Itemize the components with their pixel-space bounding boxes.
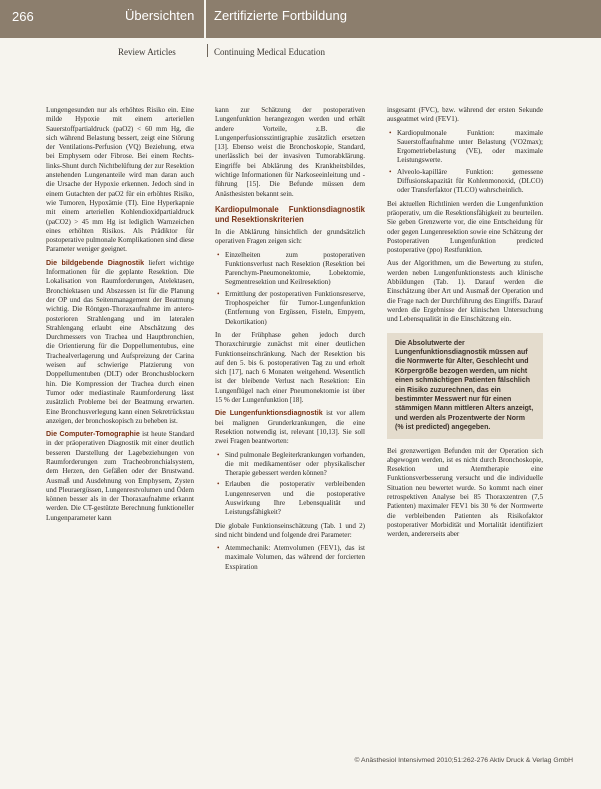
bullet-list [215, 251, 365, 327]
paragraph [215, 409, 365, 446]
paragraph-body: liefert wichtige Informationen für die geplante Resektion. Die Lokalisation von Raumforderungen, Atelektasen, Bronchiektasen und Abszessen ist für die Planung der OP und das Seitenmanagement der Beatmung wichtig. Die Röntgen-Thoraxaufnahme im antero-posterioren Strahlengang und im lateralen Strahlengang erlaubt eine Abschätzung des Durchmessers von Trachea und Hauptbronchien, die Orientierung für die Doppellumentubus, eine Trachealverlagerung und Aufspreizung der Carina weisen auf schwierige Platzierung von Doppellumentuben (DLT) oder Bronchusblockern hin. Die Kompression der Trachea durch einen Tumor oder mediastinale Raumforderung lässt zusätzlich Probleme bei der Beatmung erwarten. Eine Bronchusverlegung kann einen Sekretrückstau anzeigen, der bronchoskopisch zu beheben ist. [46, 258, 194, 425]
list-item: • Kardiopulmonale Funktion: maximale Sauerstoffaufnahme unter Belastung (VO2max); Ergometriebelastung (VE), oder maximale Leistungswerte. [397, 129, 543, 166]
paragraph: Die globale Funktionseinschätzung (Tab. 1 und 2) sind nicht bindend und folgende drei Parameter: [215, 521, 365, 539]
paragraph: In der Frühphase gehen jedoch durch Thoraxchirurgie zunächst mit einer deutlichen Funktionseinschränkung. Nach der Resektion bis auf den 5. bis 6. postoperativen Tag zu und erholt sich [17], nach 6 Monaten weitgehend. Wesentlich ist der bleibende Verlust nach Resektion: Ein Lungenflügel nach einer Pneumonektomie ist über 15 % der Lungenfunktion [18]. [215, 330, 365, 405]
paragraph [46, 430, 194, 523]
paragraph-lead: Die Computer-Tomographie [46, 430, 140, 439]
subheader-right: Continuing Medical Education [214, 47, 325, 57]
text-column-1 [46, 106, 194, 527]
section-title-right: Zertifizierte Fortbildung [214, 8, 347, 23]
paragraph: insgesamt (FVC), bzw. während der ersten Sekunde ausgeatmet wird (FEV1). [387, 106, 543, 124]
list-item: • Alveolo-kapilläre Funktion: gemessene Diffusionskapazität für Kohlenmonoxid, (DLCO) oder Transferfaktor (TLCO) wahrscheinlich. [397, 168, 543, 196]
paragraph-lead: Die bildgebende Diagnostik [46, 258, 145, 267]
paragraph: Bei aktuellen Richtlinien werden die Lungenfunktion präoperativ, um die Resektionsfähigkeit zu beurteilen. Sie geben Grenzwerte vor, die eine Entscheidung für oder gegen Lungenresektion sowie eine Schätzung der Postoperativen Lungenfunktion predicted postoperative (ppo) Restfunktion. [387, 199, 543, 255]
bullet-list [387, 129, 543, 196]
list-item: • Ermittlung der postoperativen Funktionsreserve, Trophospeicher für Tumor-Lungenfunktion (Entfernung von Ergüssen, Fisteln, Empyem, Dekortikation) [225, 290, 365, 327]
text-column-2 [215, 106, 365, 576]
page-number: 266 [12, 9, 34, 24]
subheader-divider [207, 44, 208, 57]
page-footer: © Anästhesiol Intensivmed 2010;51:262-276 Aktiv Druck & Verlag GmbH [354, 757, 573, 764]
section-title-left: Übersichten [125, 8, 195, 23]
highlight-box: Die Absolutwerte der Lungenfunktionsdiagnostik müssen auf die Normwerte für Alter, Geschlecht und Körpergröße bezogen werden, um nicht einen schmächtigen Patienten fälschlich ein Risiko zuzurechnen, das ein bestimmter Messwert nur für einen stämmigen Mann mittleren Alters anzeigt, und werden als Prozentwerte der Norm (% ist predicted) angegeben. [387, 333, 543, 439]
paragraph-lead: Die Lungenfunktionsdiagnostik [215, 409, 323, 418]
paragraph: kann zur Schätzung der postoperativen Lungenfunktion herangezogen werden und erhält andere Vorteile, z.B. die Lungenperfusionsszintigraphie zusätzlich ersetzen [13]. Ebenso weist die Bronchoskopie, Standard, unerlässlich bei der invasiven Tumorabklärung. Eingriffe bei Abklärung des Krankheitsbildes, wichtige Informationen für Narkoseeinleitung und -führung [15]. Die Befunde müssen dem Anästhesisten bekannt sein. [215, 106, 365, 198]
section-heading: Kardiopulmonale Funktionsdiagnostik und Resektionskriterien [215, 204, 365, 224]
paragraph: Lungengesunden nur als erhöhtes Risiko ein. Eine milde Hypoxie mit einem arteriellen Sauerstoffpartialdruck (paO2) < 60 mm Hg, die sich während Belastung bessert, zeigt eine Störung der Ventilations-Perfusion (VQ) Beziehung, etwa bei Emphysem oder Fibrose. Bei einem Rechts-links-Shunt durch Nichtbelüftung der zur Resektion anstehenden Lungenanteile wird man daran auch die Ursache der Hypoxie erkennen. Jedoch sind in einem Gutachten der paO2 für ein erhöhtes Risiko, wie Tumoren, Hypoxämie (TI). Eine Hyperkapnie mit einem arteriellen Kohlendioxidpartialdruck (paCO2) > 45 mm Hg ist lediglich Warnzeichen eines erhöhten Risikos. Als Prädiktor für postoperative pulmonale Komplikationen sind diese Parameter weniger geeignet. [46, 106, 194, 254]
text-column-3 [387, 106, 543, 544]
bullet-list [215, 544, 365, 572]
paragraph: In die Abklärung hinsichtlich der grundsätzlich operativen Fragen zeigen sich: [215, 227, 365, 246]
paragraph: Bei grenzwertigen Befunden mit der Operation sich abgewogen werden, ist es nicht durch Bronchoskopie, Resektion und Atemtherapie eine Funktionsverbesserung versucht und die individuelle Situation neu bewertet wurde. So kommt nach einer retrospektiven Analyse bei 85 Thoraxzentren (7,5 Patienten) maximaler FEV1 bis 30 % der Normwerte die verbleibenden Patienten als Risikofaktor postoperativer Morbidität und Mortalität identifiziert werden, andererseits aber [387, 446, 543, 539]
list-item: • Atemmechanik: Atemvolumen (FEV1), das ist maximale Volumen, das während der forcierten Exspiration [225, 544, 365, 572]
subheader-left: Review Articles [118, 47, 176, 57]
paragraph-body: ist heute Standard in der präoperativen Diagnostik mit einer deutlich besseren Darstellung der Lagebeziehungen von Raumforderungen zum Tracheobronchialsystem, dem Herzen, den Gefäßen oder der Brustwand. Ausmaß und Ausdehnung von Emphysem, Zysten und Pleuraergüssen, Lungenrestvolumen und Ödem können besser als in der Thoraxaufnahme erkannt werden. Die CT-gestützte Berechnung funktioneller Lungenparameter kann [46, 430, 194, 522]
paragraph-body: ist vor allem bei malignen Grunderkrankungen, die eine Resektion notwendig ist, relevant [10,13]. Sie soll zwei Fragen beantworten: [215, 409, 365, 446]
header-divider [204, 0, 206, 38]
list-item: • Erlauben die postoperativ verbleibenden Lungenreserven und die postoperative Auswirkung Ihre Lebensqualität und Leistungsfähigkeit? [225, 480, 365, 517]
list-item: • Einzelheiten zum postoperativen Funktionsverlust nach Resektion (Resektion bei Parenchym-Pneumonektomie, Lobektomie, Segmentresektion und Keilresektion) [225, 251, 365, 288]
paragraph [46, 259, 194, 426]
list-item: • Sind pulmonale Begleiterkrankungen vorhanden, die mit medikamentöser oder physikalischer Therapie gebessert werden können? [225, 451, 365, 479]
page-header [0, 0, 601, 38]
paragraph: Aus der Algorithmen, um die Bewertung zu stufen, werden neben Lungenfunktionstests auch klinische Abbildungen (Tab. 1). Darauf werden die Einschätzung über Art und Ausmaß der Operation und die Frage nach der Durchführung des Eingriffs. Darauf werden die Ergebnisse der klinischen Untersuchung und Lebensqualität in die Einschätzung ein. [387, 259, 543, 324]
bullet-list [215, 451, 365, 518]
